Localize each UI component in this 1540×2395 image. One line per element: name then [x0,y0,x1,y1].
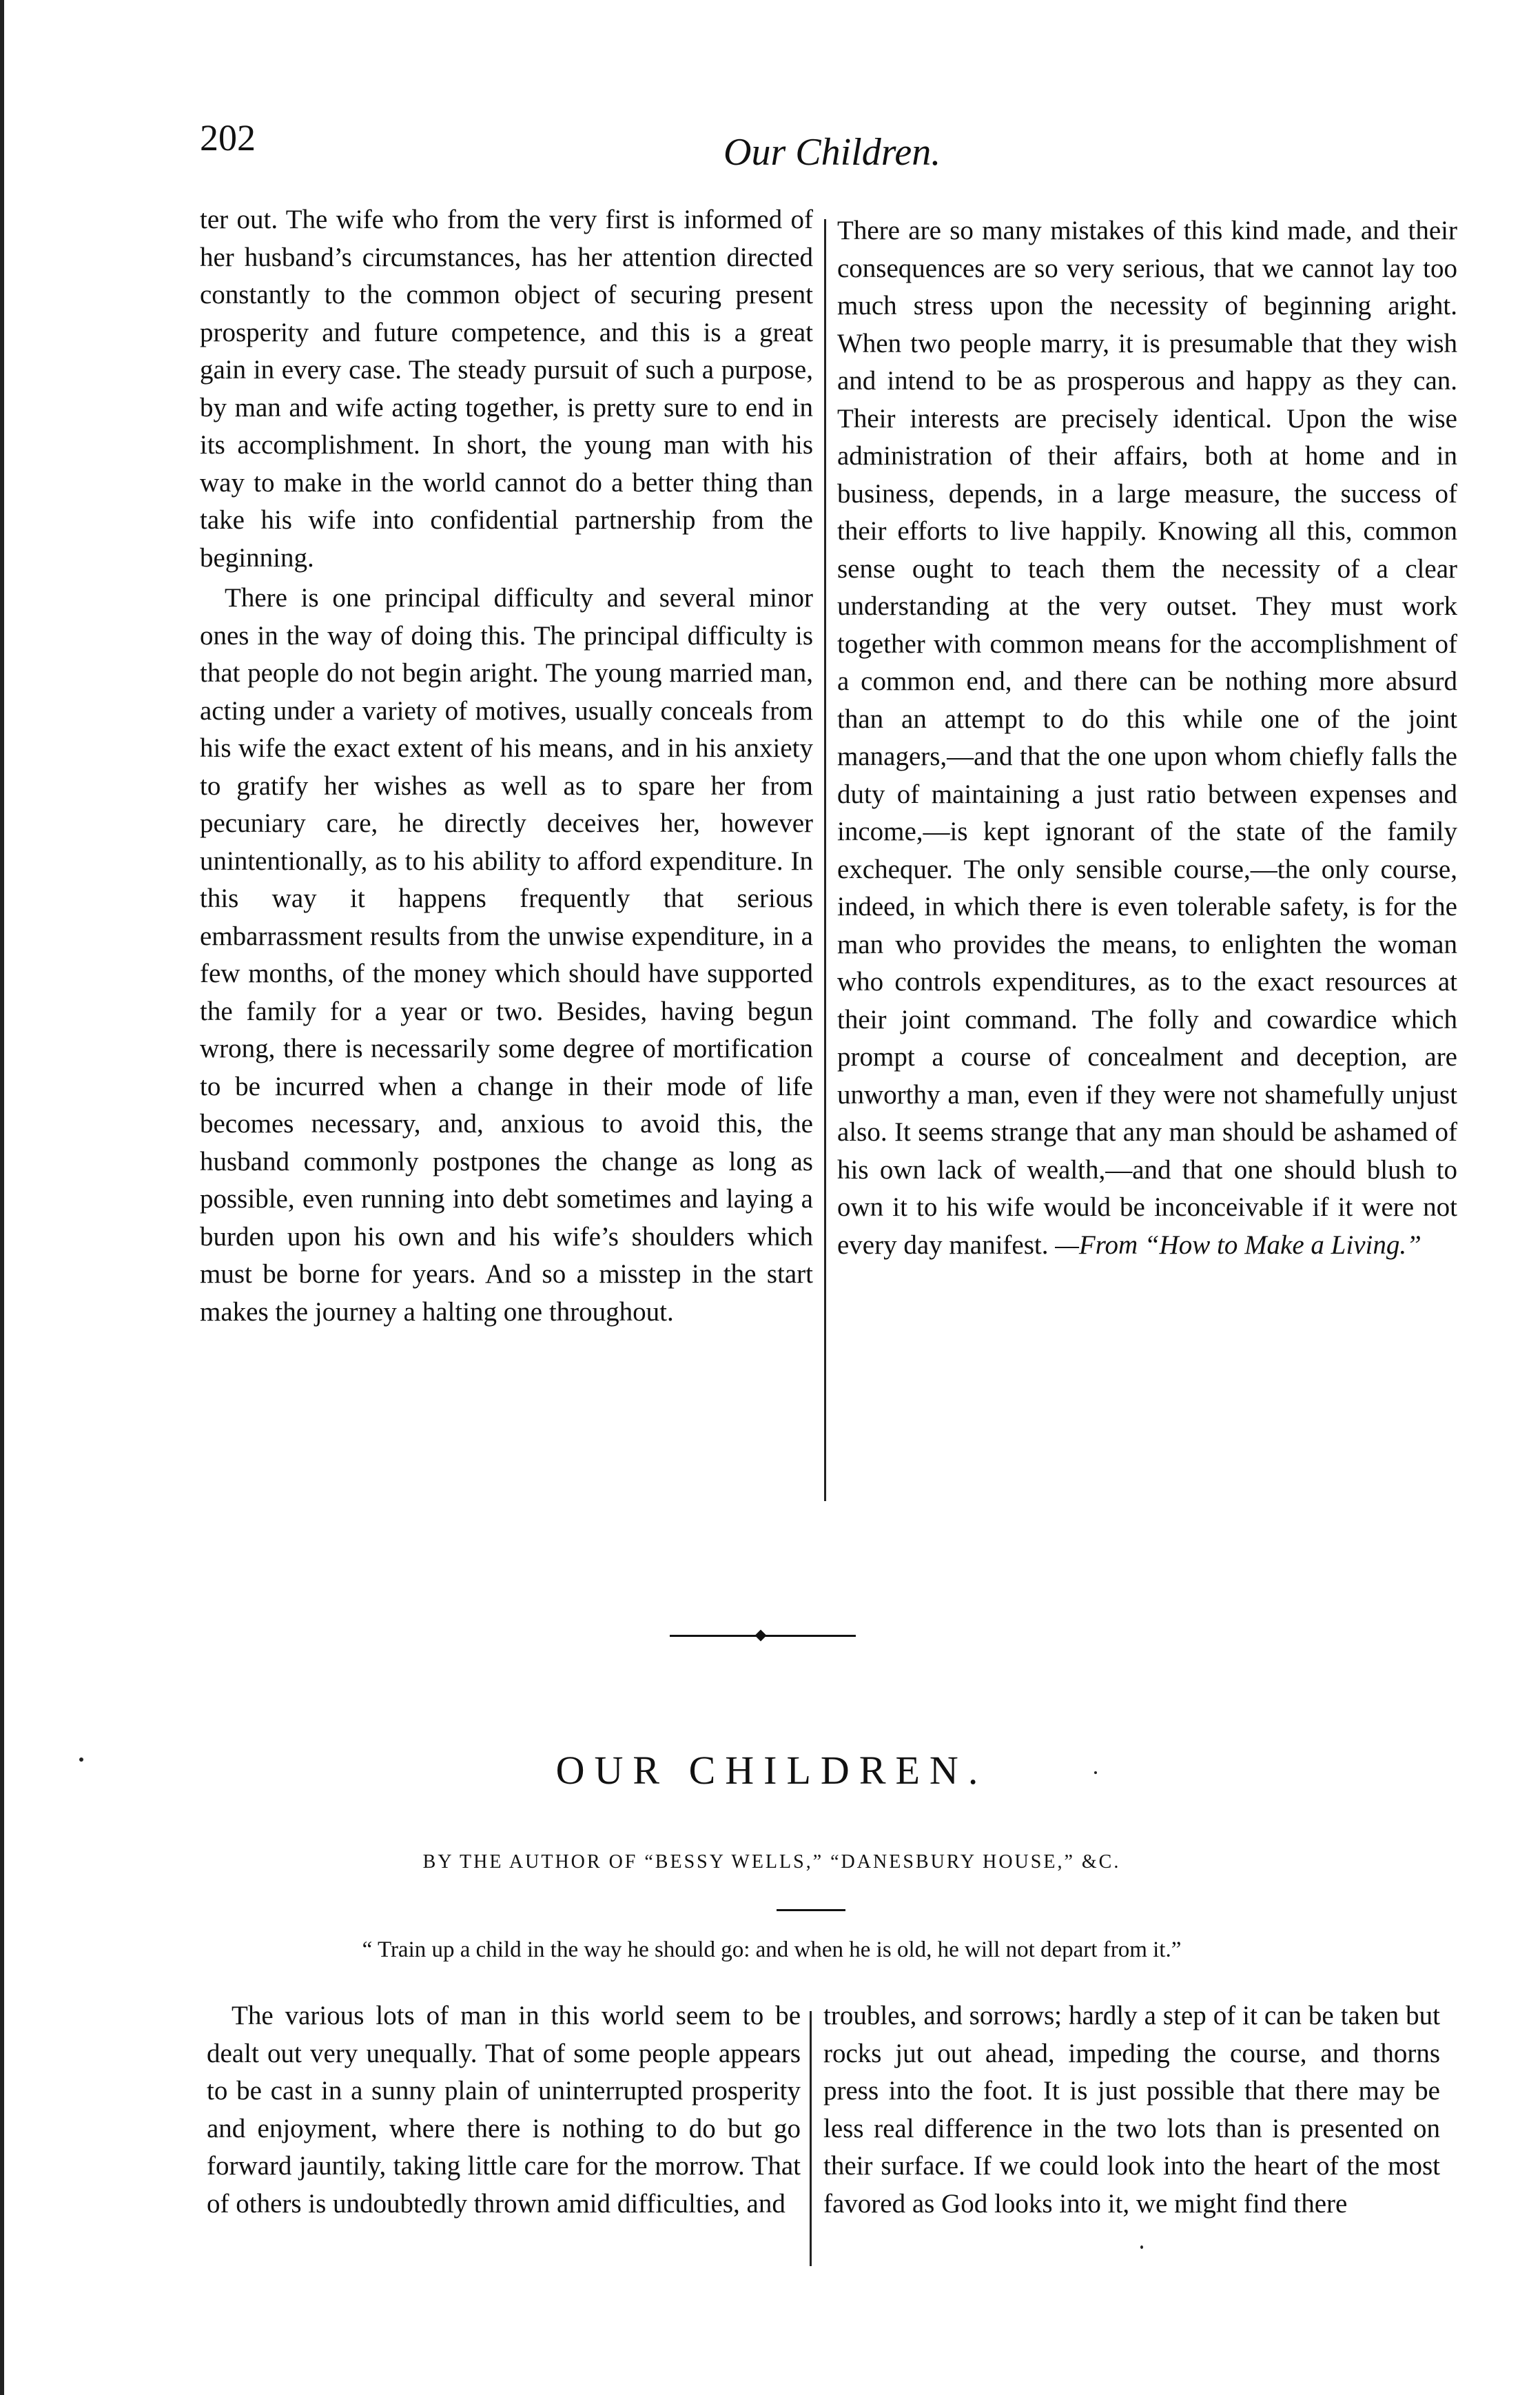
top-right-column [837,212,1457,1264]
print-speck [1140,2245,1143,2249]
print-speck [79,1757,83,1762]
article-byline: BY THE AUTHOR OF “BESSY WELLS,” “DANESBURY HOUSE,” &C. [422,1851,1121,1873]
bottom-right-column [823,1997,1440,2223]
paragraph: troubles, and sorrows; hardly a step of it can be taken but rocks jut out ahead, impeding the course, and thorns press into the foot. It is just possible that there may be less real difference in the two lots than is presented on their surface. If we could look into the heart of the most favored as God looks into it, we might find there [823,2001,1440,2219]
page-number: 202 [200,117,256,159]
column-divider [824,219,826,1501]
column-divider [810,2011,812,2266]
epigraph: “ Train up a child in the way he should go: and when he is old, he will not depart from it.” [362,1937,1182,1962]
paragraph-text: There are so many mistakes of this kind made, and their consequences are so very serious, that we cannot lay too much stress upon the necessity of beginning aright. When two people marry, it is presumable that they wish and intend to be as prosperous and happy as they can. Their interests are precisely identical. Upon the wise administration of their affairs, both at home and in business, depends, in a large measure, the success of their efforts to live happily. Knowing all this, common sense ought to teach them the necessity of a clear understanding at the very outset. They must work together with common means for the accomplishment of a common end, and there can be nothing more absurd than an attempt to do this while one of the joint managers,—and that the one upon whom chiefly falls the duty of maintaining a just ratio between expenses and income,—is kept ignorant of the state of the family exchequer. The only sensible course,—the only course, indeed, in which there is even tolerable safety, is for the man who provides the means, to enlighten the woman who controls expenditures, as to the exact resources at their joint command. The folly and cowardice which prompt a course of concealment and deception, are unworthy a man, even if they were not shamefully unjust also. It seems strange that any man should be ashamed of his own lack of wealth,—and that one should blush to own it to his wife would be inconceivable if it were not every day manifest. [837,216,1457,1260]
scan-edge [0,0,4,2395]
title-rule [777,1909,845,1911]
article-title: OUR CHILDREN. [555,1748,988,1793]
paragraph: There is one principal difficulty and several minor ones in the way of doing this. The principal difficulty is that people do not begin aright. The young married man, acting under a variety of motives, usually conceals from his wife the exact extent of his means, and in his anxiety to gratify her wishes as well as to spare her from pecuniary care, he directly deceives her, however unintentionally, as to his ability to afford expenditure. In this way it happens frequently that serious embarrassment results from the unwise expenditure, in a few months, of the money which should have supported the family for a year or two. Besides, having begun wrong, there is necessarily some degree of mortification to be incurred when a change in their mode of life becomes necessary, and, anxious to avoid this, the husband commonly postpones the change as long as possible, even running into debt sometimes and laying a burden upon his own and his wife’s shoulders which must be borne for years. And so a misstep in the start makes the journey a halting one throughout. [200,583,813,1327]
paragraph [837,212,1457,1264]
paragraph: ter out. The wife who from the very first is informed of her husband’s circumstances, has her attention directed constantly to the common object of securing present prosperity and future competence, and this is a great gain in every case. The steady pursuit of such a purpose, by man and wife acting together, is pretty sure to end in its accomplishment. In short, the young man with his way to make in the world cannot do a better thing than take his wife into confidential partnership from the beginning. [200,205,813,573]
attribution: —From “How to Make a Living.” [1055,1230,1421,1260]
top-left-column [200,201,813,1331]
ornament-diamond [755,1630,767,1642]
bottom-left-column [207,1997,801,2223]
paragraph: The various lots of man in this world seem to be dealt out very unequally. That of some people appears to be cast in a sunny plain of uninterrupted prosperity and enjoyment, where there is nothing to do but go forward jauntily, taking little care for the morrow. That of others is undoubtedly thrown amid difficulties, and [207,2001,801,2219]
running-head: Our Children. [723,131,941,174]
section-ornament [670,1631,856,1640]
print-speck [1094,1771,1097,1774]
